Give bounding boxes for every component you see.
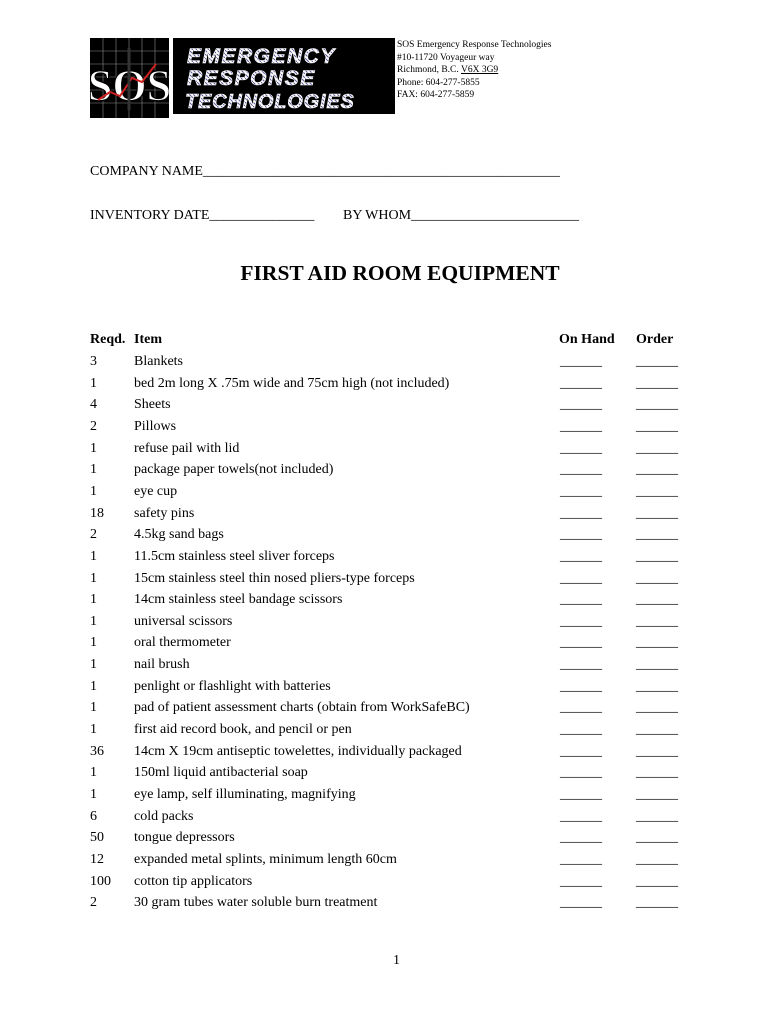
item-name: pad of patient assessment charts (obtain from WorkSafeBC) <box>134 700 470 716</box>
item-name: cold packs <box>134 808 194 824</box>
company-fax: FAX: 604-277-5859 <box>397 90 475 100</box>
item-name: 4.5kg sand bags <box>134 527 224 543</box>
order-blank[interactable]: ______ <box>636 700 678 716</box>
company-city-line <box>397 64 551 77</box>
reqd-quantity: 50 <box>90 830 104 846</box>
reqd-quantity: 2 <box>90 418 97 434</box>
order-blank[interactable]: ______ <box>636 787 678 802</box>
table-row <box>90 376 690 398</box>
page-number: 1 <box>393 953 400 968</box>
on-hand-blank[interactable]: ______ <box>560 808 602 824</box>
table-row <box>90 635 690 657</box>
order-blank[interactable]: ______ <box>636 657 678 673</box>
item-name: safety pins <box>134 505 195 521</box>
item-name: first aid record book, and pencil or pen <box>134 722 352 738</box>
item-name: expanded metal splints, minimum length 60cm <box>134 851 397 867</box>
order-blank[interactable]: ______ <box>636 722 678 738</box>
order-blank[interactable]: ______ <box>636 851 678 867</box>
table-row <box>90 484 690 506</box>
on-hand-blank[interactable]: ______ <box>560 678 602 694</box>
table-row <box>90 874 690 896</box>
order-blank[interactable]: ______ <box>636 418 678 434</box>
table-row <box>90 657 690 679</box>
item-name: bed 2m long X .75m wide and 75cm high (not included) <box>134 375 450 391</box>
on-hand-blank[interactable]: ______ <box>560 592 602 608</box>
on-hand-blank[interactable]: ______ <box>560 397 602 413</box>
order-blank[interactable]: ______ <box>636 613 678 629</box>
reqd-quantity: 1 <box>90 375 97 391</box>
table-row <box>90 462 690 484</box>
item-name: 11.5cm stainless steel sliver forceps <box>134 548 335 564</box>
on-hand-blank[interactable]: ______ <box>560 613 602 629</box>
reqd-quantity: 3 <box>90 354 97 369</box>
item-name: nail brush <box>134 657 190 673</box>
on-hand-blank[interactable]: ______ <box>560 851 602 867</box>
order-blank[interactable]: ______ <box>636 743 678 759</box>
reqd-quantity: 1 <box>90 787 97 802</box>
table-row <box>90 571 690 593</box>
svg-text:RESPONSE: RESPONSE <box>187 67 316 90</box>
by-whom-field[interactable]: BY WHOM________________________ <box>343 208 580 223</box>
table-row <box>90 397 690 419</box>
inventory-date-field[interactable]: INVENTORY DATE_______________ <box>90 208 315 223</box>
table-row <box>90 852 690 874</box>
on-hand-blank[interactable]: ______ <box>560 418 602 434</box>
order-blank[interactable]: ______ <box>636 505 678 521</box>
item-name: tongue depressors <box>134 830 235 846</box>
logo-wordmark <box>173 38 395 114</box>
order-blank[interactable]: ______ <box>636 808 678 824</box>
on-hand-blank[interactable]: ______ <box>560 354 602 369</box>
on-hand-blank[interactable]: ______ <box>560 700 602 716</box>
table-row <box>90 679 690 701</box>
reqd-quantity: 12 <box>90 851 104 867</box>
on-hand-blank[interactable]: ______ <box>560 830 602 846</box>
item-name: oral thermometer <box>134 635 231 651</box>
reqd-quantity: 1 <box>90 592 97 608</box>
reqd-quantity: 36 <box>90 743 104 759</box>
reqd-quantity: 1 <box>90 700 97 716</box>
item-name: 15cm stainless steel thin nosed pliers-type forceps <box>134 570 415 586</box>
reqd-quantity: 100 <box>90 873 111 889</box>
reqd-quantity: 18 <box>90 505 104 521</box>
item-column-header: Item <box>134 332 162 347</box>
reqd-quantity: 1 <box>90 765 97 781</box>
order-blank[interactable]: ______ <box>636 765 678 781</box>
table-row <box>90 809 690 831</box>
svg-text:TECHNOLOGIES: TECHNOLOGIES <box>185 91 355 113</box>
order-blank[interactable]: ______ <box>636 830 678 846</box>
order-column-header: Order <box>636 332 674 347</box>
on-hand-blank[interactable]: ______ <box>560 505 602 521</box>
reqd-quantity: 1 <box>90 678 97 694</box>
company-name-field[interactable]: COMPANY NAME___________________________________________________ <box>90 164 560 179</box>
reqd-column-header: Reqd. <box>90 332 126 347</box>
item-name: 14cm stainless steel bandage scissors <box>134 592 343 608</box>
table-row <box>90 614 690 636</box>
item-name: 30 gram tubes water soluble burn treatment <box>134 895 378 911</box>
table-row <box>90 506 690 528</box>
company-postal-code: V6X 3G9 <box>460 65 499 75</box>
on-hand-blank[interactable]: ______ <box>560 873 602 889</box>
reqd-quantity: 4 <box>90 397 97 413</box>
on-hand-column-header: On Hand <box>559 332 615 347</box>
table-row <box>90 830 690 852</box>
reqd-quantity: 2 <box>90 527 97 543</box>
order-blank[interactable]: ______ <box>636 375 678 391</box>
table-row <box>90 419 690 441</box>
on-hand-blank[interactable]: ______ <box>560 440 602 456</box>
item-name: Pillows <box>134 418 177 434</box>
item-name: eye lamp, self illuminating, magnifying <box>134 787 356 802</box>
order-blank[interactable]: ______ <box>636 570 678 586</box>
reqd-quantity: 2 <box>90 895 97 911</box>
table-row <box>90 765 690 787</box>
table-row <box>90 787 690 809</box>
item-name: cotton tip applicators <box>134 873 253 889</box>
order-blank[interactable]: ______ <box>636 397 678 413</box>
reqd-quantity: 1 <box>90 635 97 651</box>
item-name: Blankets <box>134 354 183 369</box>
company-contact-info <box>397 39 551 102</box>
on-hand-blank[interactable]: ______ <box>560 765 602 781</box>
reqd-quantity: 1 <box>90 462 97 478</box>
order-blank[interactable]: ______ <box>636 873 678 889</box>
on-hand-blank[interactable]: ______ <box>560 375 602 391</box>
order-blank[interactable]: ______ <box>636 895 678 911</box>
on-hand-blank[interactable]: ______ <box>560 483 602 499</box>
reqd-quantity: 1 <box>90 440 97 456</box>
table-row <box>90 895 690 917</box>
item-name: eye cup <box>134 483 178 499</box>
reqd-quantity: 1 <box>90 722 97 738</box>
table-row <box>90 722 690 744</box>
order-blank[interactable]: ______ <box>636 635 678 651</box>
reqd-quantity: 1 <box>90 613 97 629</box>
on-hand-blank[interactable]: ______ <box>560 743 602 759</box>
reqd-quantity: 1 <box>90 483 97 499</box>
table-row <box>90 527 690 549</box>
on-hand-blank[interactable]: ______ <box>560 895 602 911</box>
order-blank[interactable]: ______ <box>636 548 678 564</box>
item-name: 150ml liquid antibacterial soap <box>134 765 308 781</box>
table-row <box>90 700 690 722</box>
sos-badge <box>90 38 169 118</box>
page-title: FIRST AID ROOM EQUIPMENT <box>240 261 560 285</box>
reqd-quantity: 6 <box>90 808 97 824</box>
company-name-text: SOS Emergency Response Technologies <box>397 40 552 50</box>
on-hand-blank[interactable]: ______ <box>560 527 602 543</box>
item-name: refuse pail with lid <box>134 440 240 456</box>
company-phone: Phone: 604-277-5855 <box>397 77 480 88</box>
svg-text:SOS: SOS <box>90 61 169 110</box>
order-blank[interactable]: ______ <box>636 483 678 499</box>
item-name: package paper towels(not included) <box>134 462 334 478</box>
order-blank[interactable]: ______ <box>636 462 678 478</box>
table-row <box>90 592 690 614</box>
reqd-quantity: 1 <box>90 548 97 564</box>
order-blank[interactable]: ______ <box>636 354 678 369</box>
order-blank[interactable]: ______ <box>636 678 678 694</box>
item-name: universal scissors <box>134 613 233 629</box>
table-row <box>90 441 690 463</box>
on-hand-blank[interactable]: ______ <box>560 462 602 478</box>
order-blank[interactable]: ______ <box>636 440 678 456</box>
item-name: 14cm X 19cm antiseptic towelettes, individually packaged <box>134 743 462 759</box>
table-row <box>90 354 690 376</box>
reqd-quantity: 1 <box>90 657 97 673</box>
on-hand-blank[interactable]: ______ <box>560 722 602 738</box>
svg-text:EMERGENCY: EMERGENCY <box>187 45 336 68</box>
item-name: Sheets <box>134 397 171 413</box>
company-logo <box>90 38 395 118</box>
on-hand-blank[interactable]: ______ <box>560 570 602 586</box>
on-hand-blank[interactable]: ______ <box>560 787 602 802</box>
company-address: #10-11720 Voyageur way <box>397 52 495 63</box>
company-city: Richmond, B.C. <box>397 65 461 75</box>
on-hand-blank[interactable]: ______ <box>560 635 602 651</box>
reqd-quantity: 1 <box>90 570 97 586</box>
on-hand-blank[interactable]: ______ <box>560 657 602 673</box>
table-row <box>90 744 690 766</box>
on-hand-blank[interactable]: ______ <box>560 548 602 564</box>
order-blank[interactable]: ______ <box>636 592 678 608</box>
table-row <box>90 549 690 571</box>
order-blank[interactable]: ______ <box>636 527 678 543</box>
item-name: penlight or flashlight with batteries <box>134 678 331 694</box>
